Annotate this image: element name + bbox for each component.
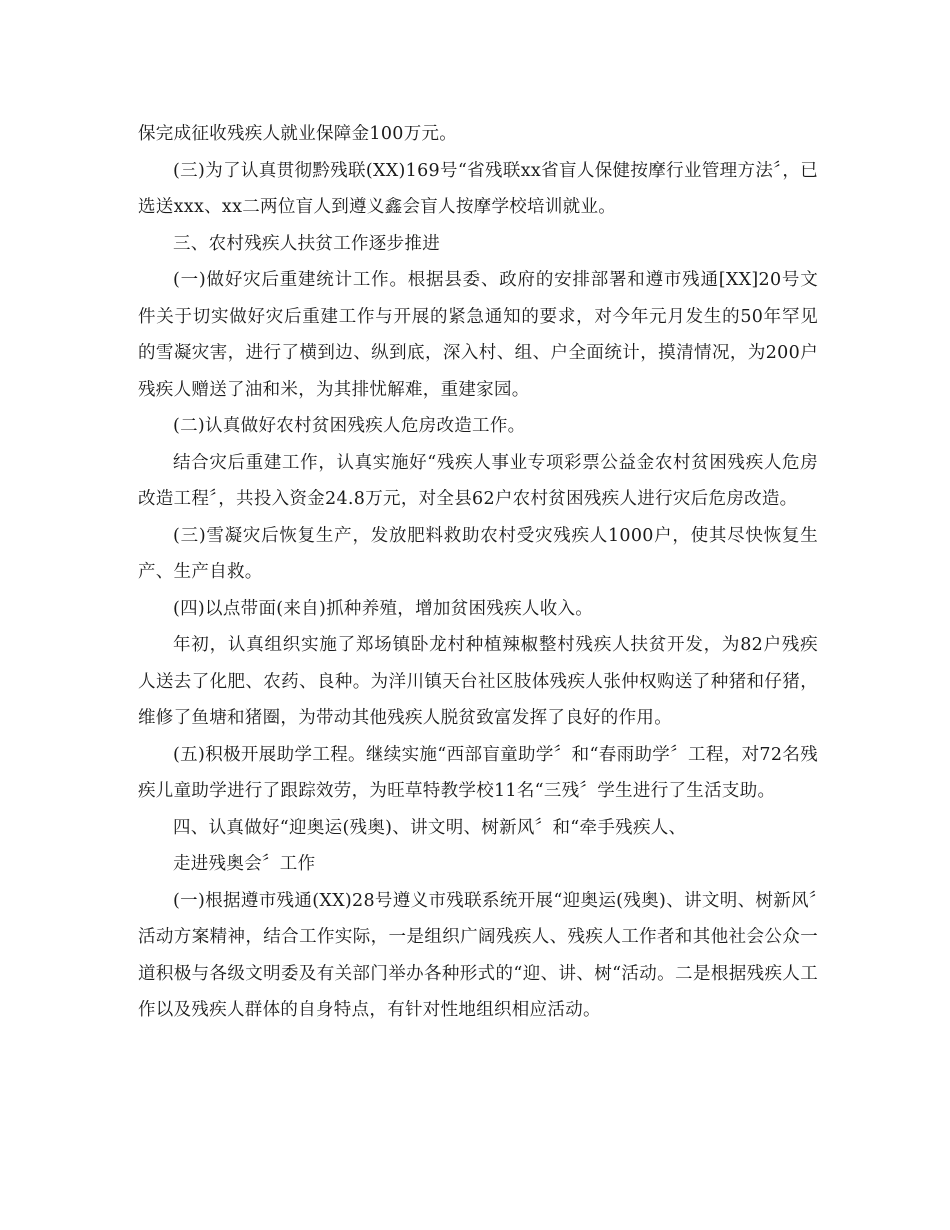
paragraph-6: 结合灾后重建工作，认真实施好“残疾人事业专项彩票公益金农村贫困残疾人危房改造工程〞，共投入资金24.8万元，对全县62户农村贫困残疾人进行灾后危房改造。 [138,452,818,509]
section-heading-4-line-2: 走进残奥会〞工作 [173,854,316,874]
paragraph-10: (五)积极开展助学工程。继续实施“西部盲童助学〞和“春雨助学〞工程，对72名残疾儿童助学进行了跟踪效劳，为旺草特教学校11名“三残〞学生进行了生活支助。 [138,744,818,801]
paragraph-8: (四)以点带面(来自)抓种养殖，增加贫困残疾人收入。 [173,598,594,619]
paragraph-1: 保完成征收残疾人就业保障金100万元。 [138,124,458,144]
section-heading-4-line-1: 四、认真做好“迎奥运(残奥)、讲文明、树新风〞和“牵手残疾人、 [173,817,687,838]
paragraph-5: (二)认真做好农村贫困残疾人危房改造工作。 [173,416,526,436]
section-heading-3: 三、农村残疾人扶贫工作逐步推进 [173,233,440,254]
paragraph-13: (一)根据遵市残通(XX)28号遵义市残联系统开展“迎奥运(残奥)、讲文明、树新风〞活动方案精神，结合工作实际，一是组织广阔残疾人、残疾人工作者和其他社会公众一道积极与各级文明委及有关部门举办各种形式的“迎、讲、树“活动。二是根据残疾人工作以及残疾人群体的自身特点，有针对性地组织相应活动。 [138,890,818,1020]
paragraph-4: (一)做好灾后重建统计工作。根据县委、政府的安排部署和遵市残通[XX]20号文件关于切实做好灾后重建工作与开展的紧急通知的要求，对今年元月发生的50年罕见的雪凝灾害，进行了横到边、纵到底，深入村、组、户全面统计，摸清情况，为200户残疾人赠送了油和米，为其排忧解难，重建家园。 [138,270,818,400]
paragraph-7: (三)雪凝灾后恢复生产，发放肥料救助农村受灾残疾人1000户，使其尽快恢复生产、生产自救。 [138,525,818,582]
paragraph-2: (三)为了认真贯彻黔残联(XX)169号“省残联xx省盲人保健按摩行业管理方法〞，已选送xxx、xx二两位盲人到遵义鑫会盲人按摩学校培训就业。 [138,160,818,217]
paragraph-9: 年初，认真组织实施了郑场镇卧龙村种植辣椒整村残疾人扶贫开发，为82户残疾人送去了化肥、农药、良种。为洋川镇天台社区肢体残疾人张仲权购送了种猪和仔猪，维修了鱼塘和猪圈，为带动其他残疾人脱贫致富发挥了良好的作用。 [138,635,818,728]
document-body [138,116,818,1029]
